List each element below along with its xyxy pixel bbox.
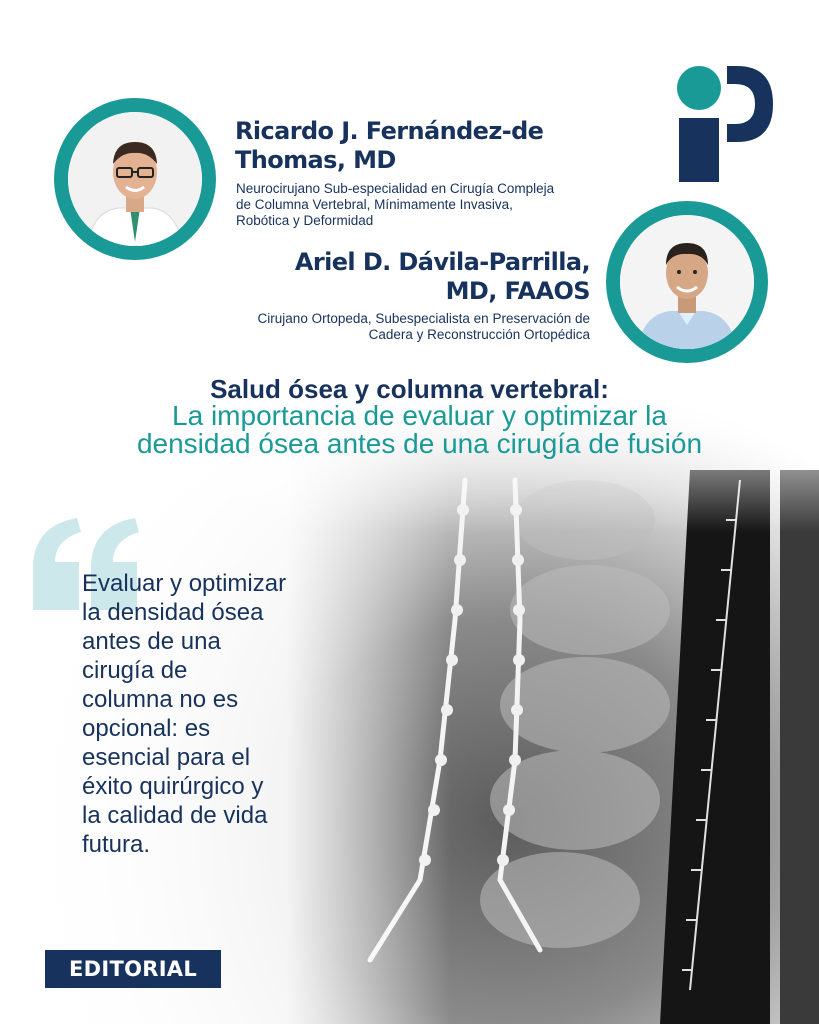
author-2-role bbox=[150, 311, 590, 343]
author-1-role-line2: de Columna Vertebral, Mínimamente Invasiva, bbox=[236, 197, 513, 212]
author-1-name-line1: Ricardo J. Fernández-de bbox=[235, 117, 544, 145]
author-1-name bbox=[235, 117, 615, 175]
editorial-badge-label: EDITORIAL bbox=[68, 957, 198, 981]
pull-quote-line: opcional: es bbox=[82, 715, 211, 742]
author-1-name-line2: Thomas, MD bbox=[235, 146, 396, 174]
pull-quote-line: esencial para el bbox=[82, 744, 251, 771]
author-1-role-line1: Neurocirujano Sub-especialidad en Cirugía Compleja bbox=[236, 181, 555, 196]
ip-logo-icon bbox=[675, 64, 775, 182]
article-subtitle-line1: La importancia de evaluar y optimizar la bbox=[172, 400, 667, 431]
author-1-role-line3: Robótica y Deformidad bbox=[236, 213, 374, 228]
pull-quote-line: antes de una bbox=[82, 628, 221, 655]
author-2-role-line1: Cirujano Ortopeda, Subespecialista en Preservación de bbox=[257, 311, 590, 326]
article-subtitle bbox=[10, 402, 819, 458]
pull-quote-line: futura. bbox=[82, 831, 151, 858]
pull-quote-line: Evaluar y optimizar bbox=[82, 570, 287, 597]
author-2-portrait bbox=[620, 215, 754, 349]
article-subtitle-line2: densidad ósea antes de una cirugía de fusión bbox=[136, 428, 703, 459]
pull-quote-line: éxito quirúrgico y bbox=[82, 773, 264, 800]
pull-quote-line: la densidad ósea bbox=[82, 599, 264, 626]
pull-quote-line: cirugía de bbox=[82, 657, 188, 684]
pull-quote-line: la calidad de vida bbox=[82, 802, 268, 829]
author-1-role bbox=[236, 181, 636, 229]
author-1-portrait bbox=[68, 112, 202, 246]
author-2-name-line2: MD, FAAOS bbox=[445, 277, 590, 305]
author-2-name bbox=[230, 248, 590, 306]
author-2-name-line1: Ariel D. Dávila-Parrilla, bbox=[294, 248, 590, 276]
author-2-avatar bbox=[606, 201, 768, 363]
editorial-badge bbox=[45, 950, 221, 988]
article-title: Salud ósea y columna vertebral: bbox=[210, 374, 609, 404]
author-2-role-line2: Cadera y Reconstrucción Ortopédica bbox=[368, 327, 590, 342]
pull-quote-line: columna no es bbox=[82, 686, 239, 713]
pull-quote bbox=[82, 569, 352, 859]
author-1-avatar bbox=[54, 98, 216, 260]
